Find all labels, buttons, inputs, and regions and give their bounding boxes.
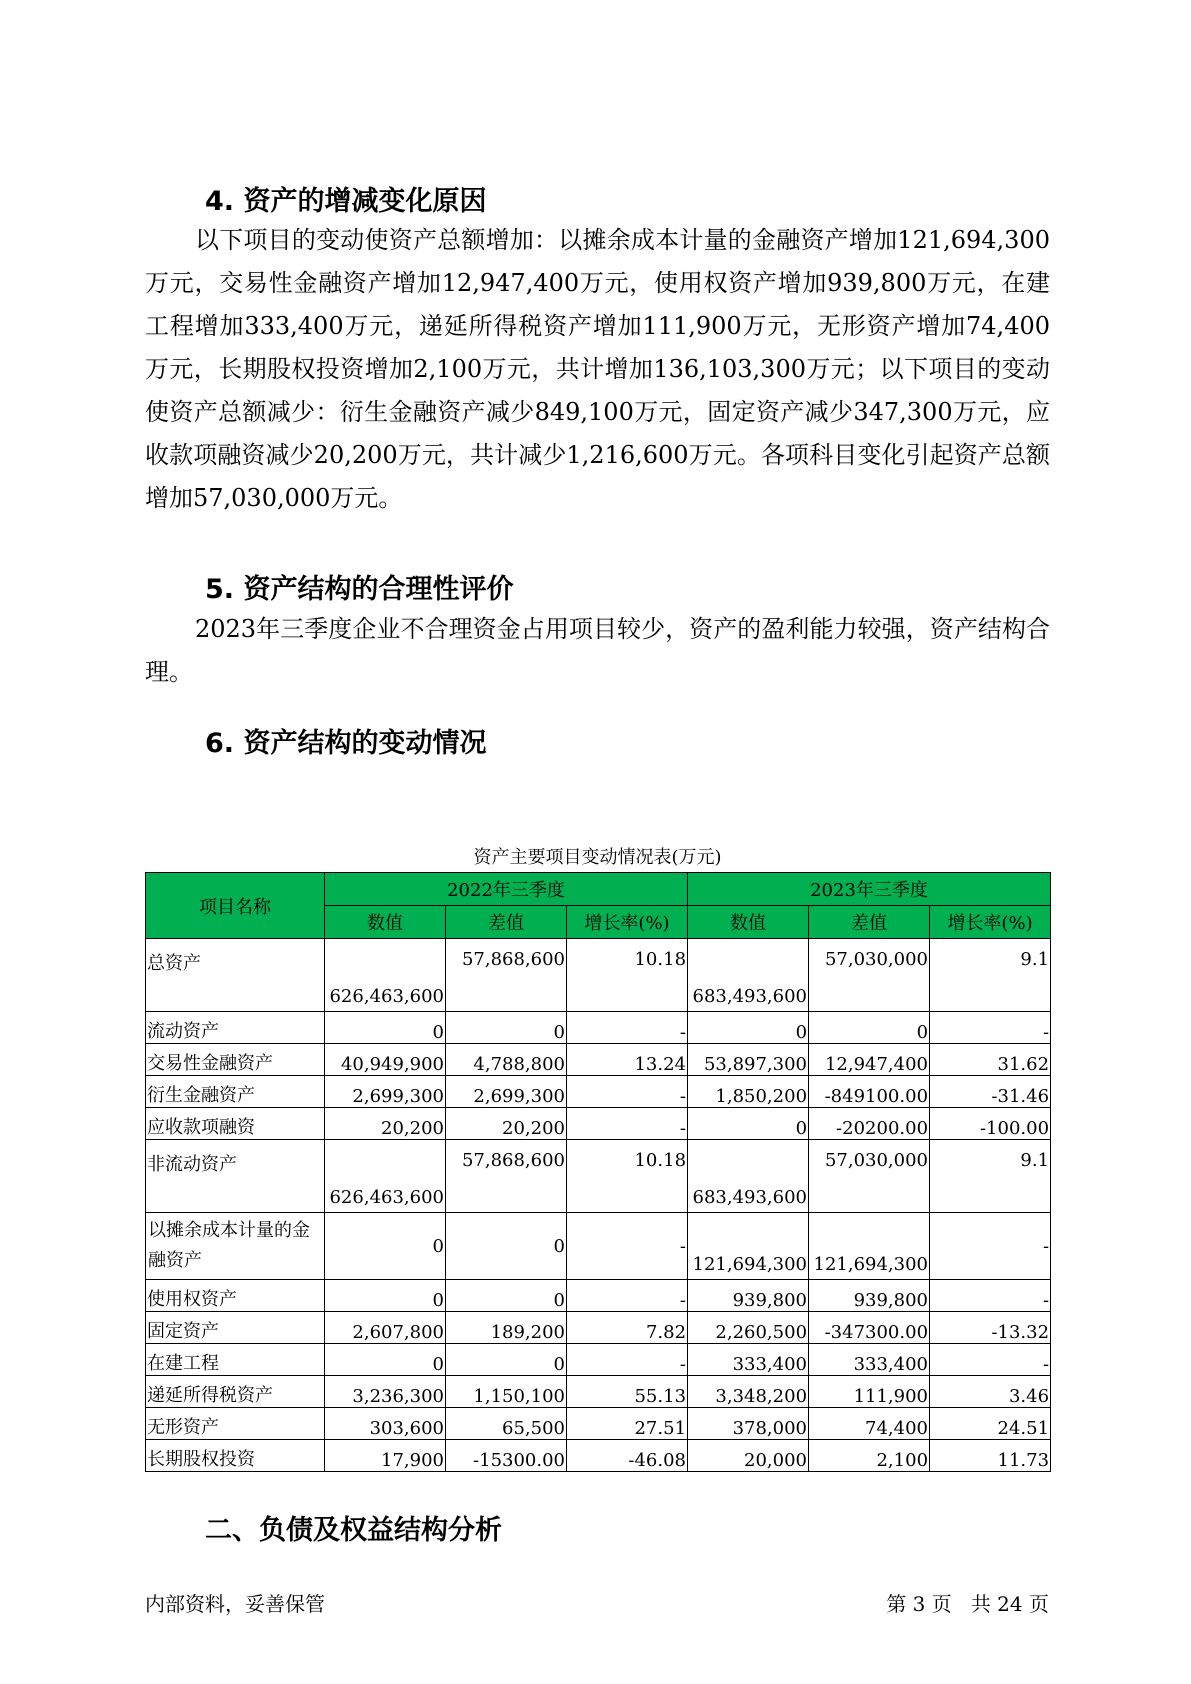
table-row (146, 1440, 1051, 1472)
section-5-paragraph: 2023年三季度企业不合理资金占用项目较少，资产的盈利能力较强，资产结构合理。 (145, 615, 1050, 686)
cell-value: 939,800 (688, 1280, 809, 1312)
cell-value: 333,400 (688, 1344, 809, 1376)
cell-growth: - (567, 1012, 688, 1044)
row-name: 总资产 (146, 939, 325, 1012)
section-4-paragraph: 以下项目的变动使资产总额增加：以摊余成本计量的金融资产增加121,694,300万元，交易性金融资产增加12,947,400万元，使用权资产增加939,800万元，在建工程增加333,400万元，递延所得税资产增加111,900万元，无形资产增加74,400万元，长期股权投资增加2,100万元，共计增加136,103,300万元；以下项目的变动使资产总额减少：衍生金融资产减少849,100万元，固定资产减少347,300万元，应收款项融资减少20,200万元，共计减少1,216,600万元。各项科目变化引起资产总额增加57,030,000万元。 (145, 226, 1050, 512)
table-row (146, 1344, 1051, 1376)
cell-value: 1,850,200 (688, 1076, 809, 1108)
cell-diff: 0 (446, 1280, 567, 1312)
footer-page-number: 第 3 页 共 24 页 (886, 1592, 1049, 1616)
cell-growth: - (567, 1213, 688, 1280)
header-period-2023: 2023年三季度 (688, 873, 1051, 906)
cell-diff: 0 (446, 1344, 567, 1376)
cell-growth: - (567, 1076, 688, 1108)
cell-growth: 9.1 (930, 1140, 1051, 1213)
cell-growth: 10.18 (567, 939, 688, 1012)
cell-growth: 7.82 (567, 1312, 688, 1344)
cell-growth: 11.73 (930, 1440, 1051, 1472)
cell-diff: 1,150,100 (446, 1376, 567, 1408)
cell-value: 3,236,300 (325, 1376, 446, 1408)
cell-growth: 10.18 (567, 1140, 688, 1213)
cell-diff: 57,030,000 (809, 939, 930, 1012)
cell-diff: 333,400 (809, 1344, 930, 1376)
row-name: 固定资产 (146, 1312, 325, 1344)
cell-diff: 12,947,400 (809, 1044, 930, 1076)
row-name: 应收款项融资 (146, 1108, 325, 1140)
cell-diff: 57,868,600 (446, 1140, 567, 1213)
header-diff-2023: 差值 (809, 906, 930, 939)
row-name: 在建工程 (146, 1344, 325, 1376)
header-growth-2023: 增长率(%) (930, 906, 1051, 939)
table-caption: 资产主要项目变动情况表(万元) (473, 847, 722, 868)
cell-value: 40,949,900 (325, 1044, 446, 1076)
header-period-2022: 2022年三季度 (325, 873, 688, 906)
cell-value: 2,699,300 (325, 1076, 446, 1108)
cell-diff: 2,100 (809, 1440, 930, 1472)
table-row (146, 1076, 1051, 1108)
cell-growth: 3.46 (930, 1376, 1051, 1408)
cell-diff: 939,800 (809, 1280, 930, 1312)
section-4-heading: 4. 资产的增减变化原因 (205, 186, 487, 217)
row-name: 流动资产 (146, 1012, 325, 1044)
cell-diff: 20,200 (446, 1108, 567, 1140)
cell-growth: - (930, 1280, 1051, 1312)
cell-value: 2,607,800 (325, 1312, 446, 1344)
cell-growth: 55.13 (567, 1376, 688, 1408)
cell-value: 2,260,500 (688, 1312, 809, 1344)
cell-growth: -13.32 (930, 1312, 1051, 1344)
cell-value: 3,348,200 (688, 1376, 809, 1408)
table-row (146, 1012, 1051, 1044)
header-item-name: 项目名称 (146, 873, 325, 939)
cell-value: 0 (688, 1012, 809, 1044)
cell-diff: 0 (446, 1012, 567, 1044)
table-row (146, 1408, 1051, 1440)
cell-diff: 65,500 (446, 1408, 567, 1440)
cell-value: 121,694,300 (688, 1213, 809, 1280)
cell-value: 20,000 (688, 1440, 809, 1472)
cell-diff: -20200.00 (809, 1108, 930, 1140)
cell-diff: 189,200 (446, 1312, 567, 1344)
cell-diff: 0 (809, 1012, 930, 1044)
cell-diff: 57,868,600 (446, 939, 567, 1012)
section-heading-liabilities: 二、负债及权益结构分析 (205, 1515, 502, 1546)
cell-value: 0 (325, 1012, 446, 1044)
cell-value: 303,600 (325, 1408, 446, 1440)
row-name: 交易性金融资产 (146, 1044, 325, 1076)
section-6-heading: 6. 资产结构的变动情况 (205, 728, 487, 759)
cell-diff: 111,900 (809, 1376, 930, 1408)
cell-diff: -849100.00 (809, 1076, 930, 1108)
cell-diff: 0 (446, 1213, 567, 1280)
row-name: 非流动资产 (146, 1140, 325, 1213)
cell-diff: 4,788,800 (446, 1044, 567, 1076)
row-name: 无形资产 (146, 1408, 325, 1440)
footer-confidential-note: 内部资料，妥善保管 (145, 1592, 325, 1616)
cell-growth: 13.24 (567, 1044, 688, 1076)
cell-growth: -31.46 (930, 1076, 1051, 1108)
cell-growth: - (567, 1280, 688, 1312)
cell-value: 626,463,600 (325, 1140, 446, 1213)
header-value-2023: 数值 (688, 906, 809, 939)
table-row (146, 1140, 1051, 1213)
row-name: 以摊余成本计量的金融资产 (146, 1213, 325, 1280)
table-row (146, 1312, 1051, 1344)
cell-growth: 31.62 (930, 1044, 1051, 1076)
cell-growth: - (930, 1213, 1051, 1280)
row-name: 衍生金融资产 (146, 1076, 325, 1108)
cell-growth: -46.08 (567, 1440, 688, 1472)
cell-value: 683,493,600 (688, 1140, 809, 1213)
cell-diff: 57,030,000 (809, 1140, 930, 1213)
table-row (146, 1376, 1051, 1408)
cell-value: 683,493,600 (688, 939, 809, 1012)
cell-growth: 24.51 (930, 1408, 1051, 1440)
header-value-2022: 数值 (325, 906, 446, 939)
asset-change-table (145, 872, 1051, 1472)
cell-diff: -15300.00 (446, 1440, 567, 1472)
row-name: 长期股权投资 (146, 1440, 325, 1472)
cell-growth: - (930, 1012, 1051, 1044)
header-diff-2022: 差值 (446, 906, 567, 939)
row-name: 递延所得税资产 (146, 1376, 325, 1408)
cell-value: 0 (325, 1344, 446, 1376)
cell-diff: 2,699,300 (446, 1076, 567, 1108)
table-row (146, 1044, 1051, 1076)
cell-growth: - (567, 1108, 688, 1140)
cell-value: 20,200 (325, 1108, 446, 1140)
table-row (146, 1213, 1051, 1280)
table-row (146, 939, 1051, 1012)
cell-growth: - (567, 1344, 688, 1376)
cell-value: 626,463,600 (325, 939, 446, 1012)
cell-value: 17,900 (325, 1440, 446, 1472)
header-growth-2022: 增长率(%) (567, 906, 688, 939)
table-row (146, 1280, 1051, 1312)
section-5-heading: 5. 资产结构的合理性评价 (205, 574, 514, 605)
cell-value: 53,897,300 (688, 1044, 809, 1076)
table-row (146, 1108, 1051, 1140)
cell-value: 0 (325, 1213, 446, 1280)
row-name: 使用权资产 (146, 1280, 325, 1312)
cell-growth: -100.00 (930, 1108, 1051, 1140)
cell-diff: -347300.00 (809, 1312, 930, 1344)
cell-diff: 121,694,300 (809, 1213, 930, 1280)
cell-value: 0 (325, 1280, 446, 1312)
cell-growth: - (930, 1344, 1051, 1376)
cell-growth: 9.1 (930, 939, 1051, 1012)
cell-value: 378,000 (688, 1408, 809, 1440)
cell-growth: 27.51 (567, 1408, 688, 1440)
cell-value: 0 (688, 1108, 809, 1140)
cell-diff: 74,400 (809, 1408, 930, 1440)
